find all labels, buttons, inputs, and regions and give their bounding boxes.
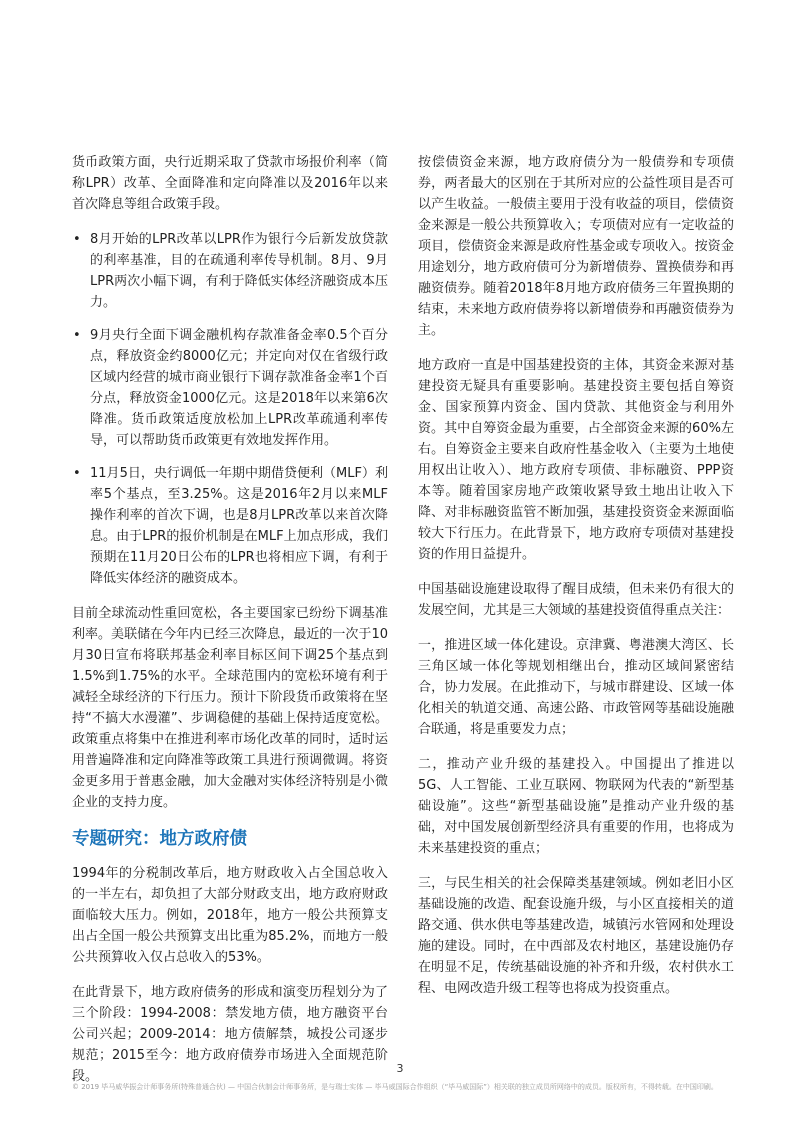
copyright-footer: © 2019 毕马威华振会计师事务所(特殊普通合伙) — 中国合伙制会计师事务所，是与瑞士实体 — 毕马威国际合作组织（“毕马威国际”）相关联的独立成员所网络中的成员。版权所有，不得转载。在中国印刷。 (72, 1083, 718, 1091)
bullet-icon: • (73, 232, 81, 247)
page-number: 3 (396, 1062, 404, 1075)
bullet-item-lpr-reform (72, 229, 388, 313)
bullet-text: 11月5日，央行调低一年期中期借贷便利（MLF）利率5个基点，至3.25%。这是2016年2月以来MLF操作利率的首次下调，也是8月LPR改革以来首次降息。由于LPR的报价机制是在MLF上加点形成，我们预期在11月20日公布的LPR也将相应下调，有利于降低实体经济的融资成本。 (90, 466, 388, 586)
global-liquidity-paragraph: 目前全球流动性重回宽松，各主要国家已纷纷下调基准利率。美联储在今年内已经三次降息，最近的一次于10月30日宣布将联邦基金利率目标区间下调25个基点到1.5%到1.75%的水平。全球范围内的宽松环境有利于减轻全球经济的下行压力。预计下阶段货币政策将在坚持“不搞大水漫灌”、步调稳健的基础上保持适度宽松。政策重点将集中在推进利率市场化改革的同时，适时运用普遍降准和定向降准等政策工具进行预调微调。将资金更多用于普惠金融，加大金融对实体经济特别是小微企业的支持力度。 (72, 606, 388, 810)
section-heading: 专题研究：地方政府债 (72, 829, 247, 849)
debt-stages-paragraph: 在此背景下，地方政府债务的形成和演变历程划分为了三个阶段：1994-2008：禁发地方债，地方融资平台公司兴起；2009-2014：地方债解禁，城投公司逐步规范；2015至今：地方政府债券市场进入全面规范阶段。 (72, 985, 388, 1084)
left-column (72, 152, 388, 1101)
bullet-text: 8月开始的LPR改革以LPR作为银行今后新发放贷款的利率基准，目的在疏通利率传导机制。8月、9月LPR两次小幅下调，有利于降低实体经济融资成本压力。 (90, 232, 388, 310)
right-column (418, 152, 734, 1013)
focus-area-1-paragraph: 一，推进区域一体化建设。京津冀、粤港澳大湾区、长三角区域一体化等规划相继出台，推动区域间紧密结合，协力发展。在此推动下，与城市群建设、区域一体化相关的轨道交通、高速公路、市政管网等基础设施融合联通，将是重要发力点； (418, 638, 734, 737)
bullet-icon: • (73, 328, 81, 343)
policy-bullet-list (72, 229, 388, 589)
bullet-text: 9月央行全面下调金融机构存款准备金率0.5个百分点，释放资金约8000亿元；并定向对仅在省级行政区域内经营的城市商业银行下调存款准备金率1个百分点，释放资金1000亿元。这是2018年以来第6次降准。货币政策适度放松加上LPR改革疏通利率传导，可以帮助货币政策更有效地发挥作用。 (90, 328, 388, 448)
focus-area-3-paragraph: 三，与民生相关的社会保障类基建领域。例如老旧小区基础设施的改造、配套设施升级，与小区直接相关的道路交通、供水供电等基建改造，城镇污水管网和处理设施的建设。同时，在中西部及农村地区，基建设施仍存在明显不足，传统基础设施的补齐和升级，农村供水工程、电网改造升级工程等也将成为投资重点。 (418, 876, 734, 996)
infrastructure-outlook-paragraph: 中国基础设施建设取得了醒目成绩，但未来仍有很大的发展空间，尤其是三大领域的基建投资值得重点关注： (418, 582, 734, 618)
infrastructure-funding-paragraph: 地方政府一直是中国基建投资的主体，其资金来源对基建投资无疑具有重要影响。基建投资主要包括自筹资金、国家预算内资金、国内贷款、其他资金与利用外资。其中自筹资金最为重要，占全部资金来源的60%左右。自筹资金主要来自政府性基金收入（主要为土地使用权出让收入）、地方政府专项债、非标融资、PPP资本等。随着国家房地产政策收紧导致土地出让收入下降、对非标融资监管不断加强，基建投资资金来源面临较大下行压力。在此背景下，地方政府专项债对基建投资的作用日益提升。 (418, 358, 734, 562)
focus-area-2-paragraph: 二，推动产业升级的基建投入。中国提出了推进以5G、人工智能、工业互联网、物联网为代表的“新型基础设施”。这些“新型基础设施”是推动产业升级的基础，对中国发展创新型经济具有重要的作用，也将成为未来基建投资的重点； (418, 757, 734, 856)
bond-types-paragraph: 按偿债资金来源，地方政府债分为一般债券和专项债券，两者最大的区别在于其所对应的公益性项目是否可以产生收益。一般债主要用于没有收益的项目，偿债资金来源是一般公共预算收入；专项债对应有一定收益的项目，偿债资金来源是政府性基金或专项收入。按资金用途划分，地方政府债可分为新增债券、置换债券和再融资债券。随着2018年8月地方政府债务三年置换期的结束，未来地方政府债券将以新增债券和再融资债券为主。 (418, 155, 734, 338)
tax-reform-paragraph: 1994年的分税制改革后，地方财政收入占全国总收入的一半左右，却负担了大部分财政支出，地方政府财政面临较大压力。例如，2018年，地方一般公共预算支出占全国一般公共预算支出比重为85.2%，而地方一般公共预算收入仅占总收入的53%。 (72, 866, 388, 965)
bullet-icon: • (73, 466, 81, 481)
monetary-policy-intro: 货币政策方面，央行近期采取了贷款市场报价利率（简称LPR）改革、全面降准和定向降准以及2016年以来首次降息等组合政策手段。 (72, 155, 388, 212)
bullet-item-rrr-cut (72, 325, 388, 451)
bullet-item-mlf-cut (72, 463, 388, 589)
